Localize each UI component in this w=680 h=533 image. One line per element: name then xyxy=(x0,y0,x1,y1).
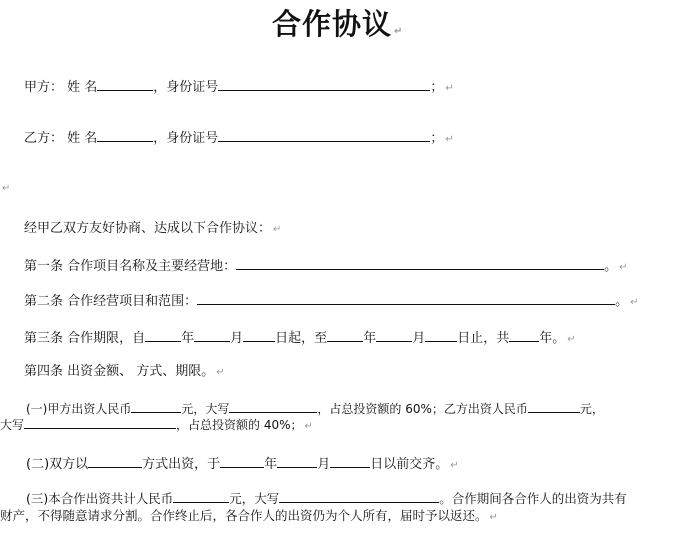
text: (二)双方以 xyxy=(26,457,89,472)
text: ，占总投资额的 60%；乙方出资人民币 xyxy=(317,402,528,416)
text: 元， xyxy=(579,402,604,416)
paragraph-mark-icon: ↵ xyxy=(450,460,459,471)
article-1-label: 第一条 合作项目名称及主要经营地： xyxy=(24,259,237,274)
end-month-field[interactable] xyxy=(376,329,412,342)
party-b-line xyxy=(24,129,454,148)
payment-day-field[interactable] xyxy=(330,455,370,468)
empty-paragraph xyxy=(0,180,10,197)
item-1-line-2 xyxy=(0,416,313,435)
article-1 xyxy=(24,257,628,276)
paragraph-mark-icon: ↵ xyxy=(445,134,454,145)
item-2 xyxy=(26,455,459,474)
id-label: ，身份证号 xyxy=(153,131,219,146)
document-title xyxy=(272,4,403,52)
start-day-field[interactable] xyxy=(243,329,275,342)
text: 第三条 合作期限，自 xyxy=(24,331,146,346)
name-label: 姓 名 xyxy=(67,131,98,146)
payment-year-field[interactable] xyxy=(220,455,264,468)
end-day-field[interactable] xyxy=(425,329,457,342)
punct: ； xyxy=(430,131,444,146)
text: 月 xyxy=(412,331,426,346)
intro-text: 经甲乙双方友好协商、达成以下合作协议： xyxy=(24,221,272,236)
business-scope-field[interactable] xyxy=(197,292,615,305)
article-2 xyxy=(24,292,639,311)
party-b-name-field[interactable] xyxy=(97,129,153,142)
text: 年 xyxy=(181,331,195,346)
total-years-field[interactable] xyxy=(509,329,539,342)
text: 日以前交齐。 xyxy=(370,457,449,472)
paragraph-mark-icon: ↵ xyxy=(304,421,313,432)
end-year-field[interactable] xyxy=(327,329,363,342)
text: 方式出资，于 xyxy=(142,457,221,472)
paragraph-mark-icon: ↵ xyxy=(273,224,282,235)
text: 日起，至 xyxy=(275,331,328,346)
party-b-id-field[interactable] xyxy=(218,129,430,142)
intro-line xyxy=(24,221,281,238)
paragraph-mark-icon: ↵ xyxy=(567,334,576,345)
total-amount-words-field[interactable] xyxy=(279,490,439,503)
id-label: ，身份证号 xyxy=(153,80,219,95)
text: 日止，共 xyxy=(457,331,510,346)
paragraph-mark-icon: ↵ xyxy=(394,26,404,37)
item-1-line-1 xyxy=(26,400,604,417)
start-year-field[interactable] xyxy=(145,329,181,342)
project-name-field[interactable] xyxy=(236,257,604,270)
party-a-line xyxy=(24,78,454,97)
party-a-label: 甲方： xyxy=(24,80,64,95)
party-b-amount-words-field[interactable] xyxy=(24,416,176,429)
article-4 xyxy=(24,364,225,381)
title-text: 合作协议 xyxy=(272,7,393,41)
punct: 。 xyxy=(604,259,618,274)
party-a-name-field[interactable] xyxy=(97,78,153,91)
paragraph-mark-icon: ↵ xyxy=(2,183,11,194)
text: 年。 xyxy=(539,331,566,346)
total-amount-field[interactable] xyxy=(173,490,229,503)
name-label: 姓 名 xyxy=(67,80,98,95)
text: 元，大写 xyxy=(229,491,280,506)
text: 财产，不得随意请求分割。合作终止后，各合作人的出资仍为个人所有，届时予以返还。 xyxy=(0,508,488,523)
text: 元，大写 xyxy=(181,402,230,416)
text: 月 xyxy=(317,457,331,472)
article-3 xyxy=(24,329,576,348)
paragraph-mark-icon: ↵ xyxy=(445,83,454,94)
text: 。合作期间各合作人的出资为共有 xyxy=(439,491,627,506)
paragraph-mark-icon: ↵ xyxy=(216,367,225,378)
text: (三)本合作出资共计人民币 xyxy=(26,491,174,506)
text: 月 xyxy=(230,331,244,346)
paragraph-mark-icon: ↵ xyxy=(619,262,628,273)
item-3-line-2 xyxy=(0,508,498,526)
article-4-text: 第四条 出资金额、 方式、期限。 xyxy=(24,364,215,379)
party-a-amount-words-field[interactable] xyxy=(229,400,317,413)
paragraph-mark-icon: ↵ xyxy=(489,512,498,523)
start-month-field[interactable] xyxy=(194,329,230,342)
paragraph-mark-icon: ↵ xyxy=(630,297,639,308)
text: ，占总投资额的 40%； xyxy=(176,418,303,432)
text: 年 xyxy=(264,457,278,472)
party-a-amount-field[interactable] xyxy=(131,400,181,413)
payment-method-field[interactable] xyxy=(88,455,142,468)
text: (一)甲方出资人民币 xyxy=(26,402,132,416)
item-3-line-1 xyxy=(26,490,627,507)
text: 大写 xyxy=(0,418,25,432)
article-2-label: 第二条 合作经营项目和范围： xyxy=(24,294,198,309)
punct: ； xyxy=(430,80,444,95)
party-b-label: 乙方： xyxy=(24,131,64,146)
party-b-amount-field[interactable] xyxy=(528,400,580,413)
payment-month-field[interactable] xyxy=(277,455,317,468)
text: 年 xyxy=(363,331,377,346)
punct: 。 xyxy=(615,294,629,309)
party-a-id-field[interactable] xyxy=(218,78,430,91)
